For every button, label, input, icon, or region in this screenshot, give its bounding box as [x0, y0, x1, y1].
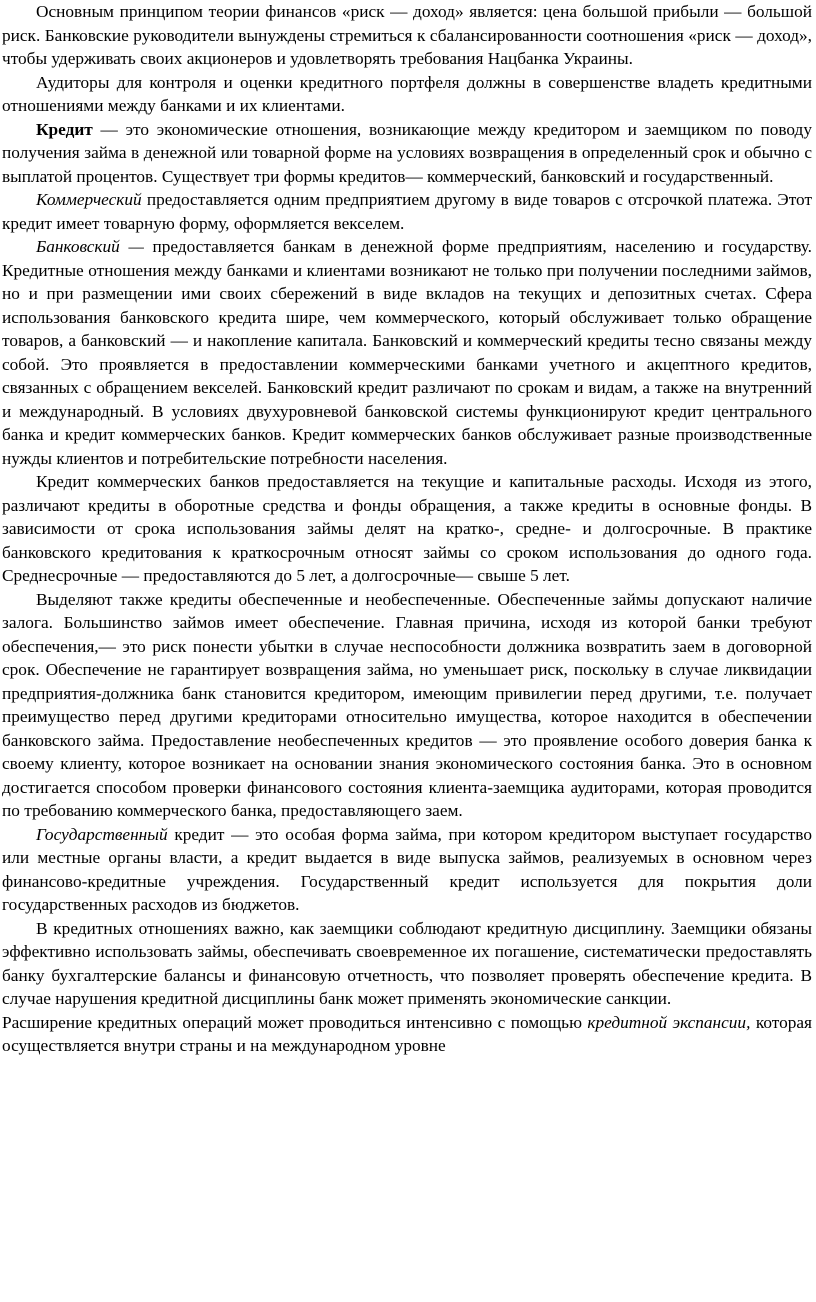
term-credit: Кредит	[36, 119, 93, 139]
paragraph-credit-discipline: В кредитных отношениях важно, как заемщики соблюдают кредитную дисциплину. Заемщики обязаны эффективно использовать займы, обеспечивать своевременное их погашение, систематически предоставлять банку бухгалтерские балансы и финансовую отчетность, что позволяет проверять обеспечение кредита. В случае нарушения кредитной дисциплины банк может применять экономические санкции.	[2, 918, 812, 1008]
expansion-text-after: которая осуществляется внутри страны и на международном уровне	[2, 1012, 812, 1055]
expansion-text-before: Расширение кредитных операций может проводиться интенсивно с помощью	[2, 1012, 588, 1032]
paragraph-auditors: Аудиторы для контроля и оценки кредитного портфеля должны в совершенстве владеть кредитными отношениями между банками и их клиентами.	[2, 72, 812, 115]
paragraph-credit-expansion	[2, 1011, 812, 1058]
paragraph-risk-income: Основным принципом теории финансов «риск — доход» является: цена большой прибыли — большой риск. Банковские руководители вынуждены стремиться к сбалансированности соотношения «риск — доход», чтобы удерживать своих акционеров и удовлетворять требования Нацбанка Украины.	[2, 2, 812, 68]
state-credit-text: кредит — это особая форма займа, при котором кредитором выступает государство или местные органы власти, а кредит выдается в виде выпуска займов, реализуемых в основном через финансово-кредитные учреждения. Государственный кредит используется для покрытия доли государственных расходов из бюджетов.	[2, 824, 812, 914]
term-commercial: Коммерческий	[36, 190, 142, 209]
paragraph-commercial-credit	[2, 188, 812, 235]
paragraph-bank-credit	[2, 235, 812, 470]
bank-credit-text: предоставляется банкам в денежной форме предприятиям, населению и государству. Кредитные отношения между банками и клиентами возникают не только при получении последними займов, но и при размещении ими своих сбережений в виде вкладов на текущих и депозитных счетах. Сфера использования банковского кредита шире, чем коммерческого, который обслуживает только обращение товаров, а банковский — и накопление капитала. Банковский и коммерческий кредиты тесно связаны между собой. Это проявляется в предоставлении коммерческими банками учетного и акцептного кредитов, связанных с обращением векселей. Банковский кредит различают по срокам и видам, а также на внутренний и международный. В условиях двухуровневой банковской системы функционируют кредит центрального банка и кредит коммерческих банков. Кредит коммерческих банков обслуживает разные производственные нужды клиентов и потребительские потребности населения.	[2, 237, 812, 468]
paragraph-credit-definition	[2, 118, 812, 189]
paragraph-secured-credits: Выделяют также кредиты обеспеченные и необеспеченные. Обеспеченные займы допускают наличие залога. Большинство займов имеет обеспечение. Главная причина, исходя из которой банки требуют обеспечения,— это риск понести убытки в случае неспособности должника возвратить заем в договорной срок. Обеспечение не гарантирует возвращения займа, но уменьшает риск, поскольку в случае ликвидации предприятия-должника банк становится кредитором, имеющим привилегии перед другими, т.е. получает преимущество перед другими кредиторами относительно имущества, которое находится в обеспечении банковского займа. Предоставление необеспеченных кредитов — это проявление особого доверия банка к своему клиенту, которое возникает на основании знания экономического состояния банка. Это в основном достигается способом проверки финансового состояния клиента-заемщика аудиторами, которая проводится по требованию коммерческого банка, предоставляющего заем.	[2, 589, 812, 820]
term-state: Государственный	[36, 824, 168, 844]
commercial-credit-text: предоставляется одним предприятием другому в виде товаров с отсрочкой платежа. Этот кредит имеет товарную форму, оформляется векселем.	[2, 190, 812, 233]
term-bank: Банковский —	[36, 237, 144, 256]
paragraph-credit-terms: Кредит коммерческих банков предоставляется на текущие и капитальные расходы. Исходя из этого, различают кредиты в оборотные средства и фонды обращения, а также кредиты в основные фонды. В зависимости от срока использования займы делят на кратко-, средне- и долгосрочные. В практике банковского кредитования к краткосрочным относят займы со сроком использования до одного года. Среднесрочные — предоставляются до 5 лет, а долгосрочные— свыше 5 лет.	[2, 472, 812, 585]
credit-definition-text: — это экономические отношения, возникающие между кредитором и заемщиком по поводу получения займа в денежной или товарной форме на условиях возвращения в определенный срок и обычно с выплатой процентов. Существует три формы кредитов— коммерческий, банковский и государственный.	[2, 119, 812, 186]
paragraph-state-credit	[2, 823, 812, 917]
term-credit-expansion: кредитной экспансии,	[587, 1012, 751, 1032]
